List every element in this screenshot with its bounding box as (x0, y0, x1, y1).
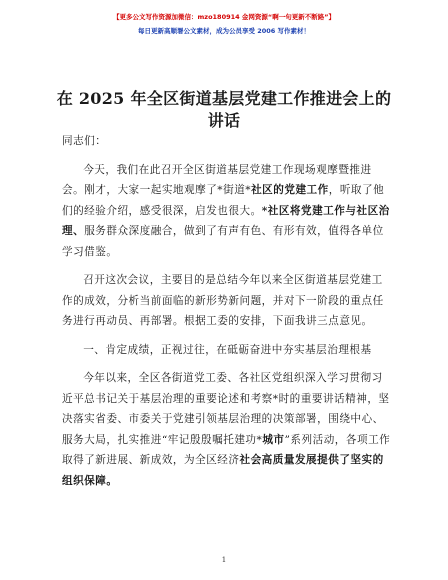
promo-banner (0, 10, 448, 38)
paragraph-1-bold-b: *社区将党建工作与社区治理、 (62, 204, 390, 237)
paragraph-3-text-a: 今年以来，全区各街道党工委、各社区党组织深入学习贯彻习近平总书记关于基层治理的重要论述和考察*时的重要讲话精神，坚决落实省委、市委关于党建引领基层治理的决策部署，围绕中心、服务大局，扎实推进“牢记殷殷嘱托建功* (62, 372, 390, 446)
salutation: 同志们： (62, 135, 107, 147)
paragraph-3-text-b: ”系列活动，各项工作取得了新进展、新成效，为全区经济 (62, 433, 391, 466)
banner-line-2: 每日更新高顺署公文素材，成为公员享受 2006 写作素材！ (137, 27, 311, 35)
paragraph-1-text-a: 今天，我们在此召开全区街道基层党建工作现场观摩暨推进会。刚才，大家一起实地观摩了*街道* (62, 163, 372, 196)
paragraph-3 (62, 368, 392, 491)
paragraph-3-bold-b: 社会高质量发展提供了坚实的组织保障。 (62, 454, 384, 487)
page-number: 1 (221, 556, 227, 564)
document-body (62, 131, 392, 499)
paragraph-1-text-c: 服务群众深度融合，做到了有声有色、有形有效，值得各单位学习借鉴。 (62, 225, 384, 258)
paragraph-3-bold-a: 城市 (262, 433, 285, 446)
banner-line-1: 【更多公文写作资源加微信：mzo180914 金网资源“啊一句更新不断路”】 (113, 13, 335, 21)
paragraph-1 (62, 160, 392, 263)
paragraph-1-text-b: ，听取了他们的经验介绍，感受很深，启发也很大。 (62, 184, 385, 217)
document-title: 在 2025 年全区街道基层党建工作推进会上的讲话 (56, 89, 392, 130)
paragraph-2: 召开这次会议，主要目的是总结今年以来全区街道基层党建工作的成效，分析当前面临的新形势新问题，并对下一阶段的重点任务进行再动员、再部署。根据工委的安排，下面我讲三点意见。 (62, 274, 384, 327)
paragraph-1-bold-a: 社区的党建工作 (251, 184, 329, 196)
section-heading-1: 一、肯定成绩，正视过往，在砥砺奋进中夯实基层治理根基 (83, 343, 372, 356)
